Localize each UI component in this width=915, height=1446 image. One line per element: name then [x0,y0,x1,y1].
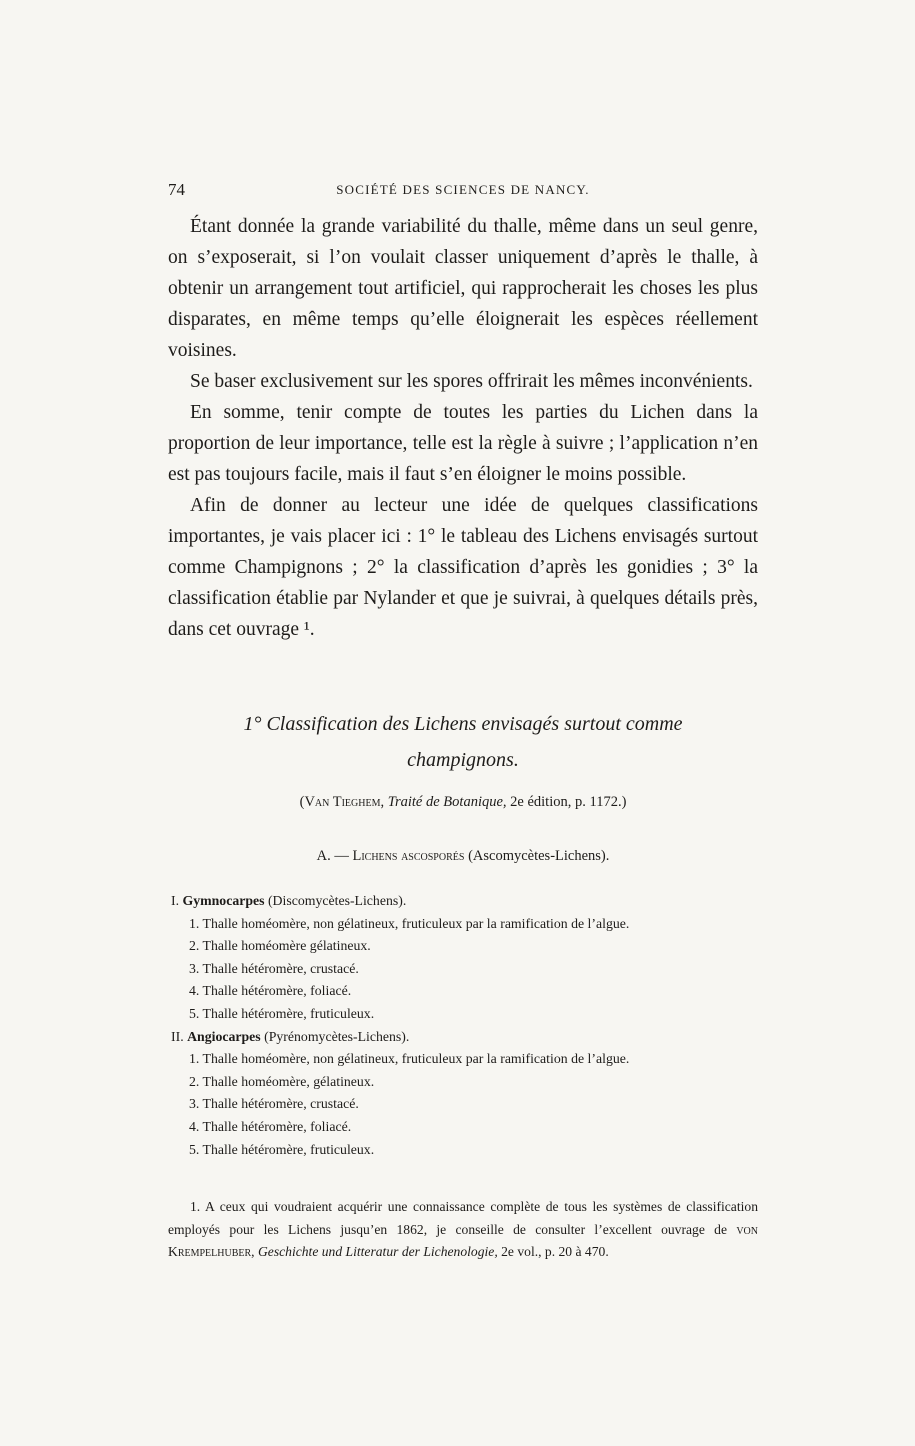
footnote-text [168,1196,758,1264]
running-head [168,180,758,202]
source-citation [168,794,758,811]
section-title-line: 1° Classification des Lichens envisagés surtout comme [243,713,683,735]
class-note: (Discomycètes-Lichens). [264,893,407,908]
page-number: 74 [168,180,185,199]
list-item: 5. Thalle hétéromère, fruticuleux. [189,1141,375,1157]
source-open: ( [299,794,305,810]
source-author: Van Tieghem [304,794,381,810]
source-work-title: Traité de Botanique, [387,794,507,810]
classification-list [171,890,761,1161]
division-name: Lichens ascosporés [352,848,465,864]
list-item: 3. Thalle hétéromère, crustacé. [189,1096,359,1112]
list-item: 1. Thalle homéomère, non gélatineux, fruticuleux par la ramification de l’algue. [189,1051,630,1067]
footnote-reference: 2e vol., p. 20 à 470. [497,1244,609,1259]
section-title-line: champignons. [407,749,519,771]
section-title [168,706,758,778]
source-edition: 2e édition, p. 1172.) [506,794,627,810]
class-numeral: II. [171,1028,188,1044]
list-item: 5. Thalle hétéromère, fruticuleux. [189,1005,375,1021]
list-item: 3. Thalle hétéromère, crustacé. [189,960,359,976]
paragraph: Afin de donner au lecteur une idée de quelques classifications importantes, je vais placer ici : 1° le tableau des Lichens envisagés surtout comme Champignons ; 2° la classification d’après les gonidies ; 3° la classification établie par Nylander et que je suivrai, à quelques détails près, dans cet ouvrage ¹. [168,495,758,640]
source-separator: , [380,794,388,810]
footnote-work-title: Geschichte und Litteratur der Lichenologie, [257,1244,498,1259]
division-heading [168,848,758,865]
division-note: (Ascomycètes-Lichens). [464,848,610,864]
footnote-author: von Krempelhuber [168,1221,758,1259]
body-text [168,211,758,645]
footnote-body: 1. A ceux qui voudraient acquérir une connaissance complète de tous les systèmes de classification employés pour les Lichens jusqu’en 1862, je conseille de consulter l’excellent ouvrage de [168,1199,758,1237]
list-item: 1. Thalle homéomère, non gélatineux, fruticuleux par la ramification de l’algue. [189,915,630,931]
footnote-separator: , [251,1244,258,1259]
class-name: Angiocarpes [187,1028,261,1044]
list-item: 2. Thalle homéomère, gélatineux. [189,1073,375,1089]
list-item: 4. Thalle hétéromère, foliacé. [189,1118,352,1134]
class-note: (Pyrénomycètes-Lichens). [260,1028,410,1044]
class-heading [171,890,761,913]
paragraph: En somme, tenir compte de toutes les parties du Lichen dans la proportion de leur importance, telle est la règle à suivre ; l’application n’en est pas toujours facile, mais il faut s’en éloigner le moins possible. [168,402,758,485]
journal-title: SOCIÉTÉ DES SCIENCES DE NANCY. [336,182,590,197]
paragraph: Se baser exclusivement sur les spores offrirait les mêmes inconvénients. [190,371,753,392]
list-item: 2. Thalle homéomère gélatineux. [189,938,371,954]
footnote [168,1196,758,1264]
list-item: 4. Thalle hétéromère, foliacé. [189,983,352,999]
paragraph: Étant donnée la grande variabilité du thalle, même dans un seul genre, on s’exposerait, si l’on voulait classer uniquement d’après le thalle, à obtenir un arrangement tout artificiel, qui rapprocherait les choses les plus disparates, en même temps qu’elle éloignerait les espèces réellement voisines. [168,216,758,361]
division-prefix: A. — [316,848,353,864]
class-numeral: I. [171,893,183,908]
class-name: Gymnocarpes [182,893,265,908]
class-heading [171,1026,761,1049]
